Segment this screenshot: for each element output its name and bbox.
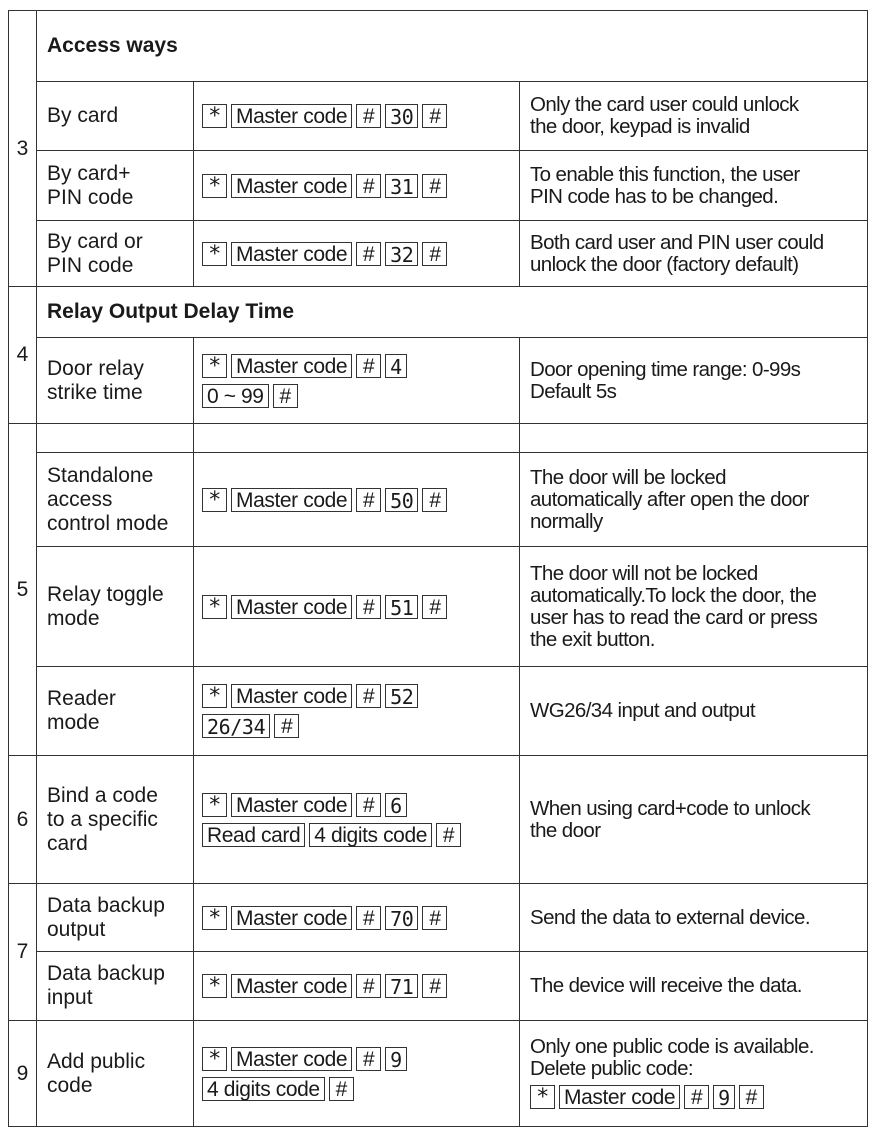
key-row xyxy=(202,1074,519,1104)
text-line: Standalone xyxy=(47,463,154,487)
text-line: control mode xyxy=(47,511,169,535)
key-row xyxy=(202,171,519,201)
text-line: the door xyxy=(530,818,601,842)
text-line: output xyxy=(47,917,106,941)
key-sequence xyxy=(194,424,520,453)
text-line: the exit button. xyxy=(530,627,655,651)
key-sequence xyxy=(194,756,520,884)
hash-key: # xyxy=(329,1077,354,1101)
text-line: card xyxy=(47,831,88,855)
section-heading: Relay Output Delay Time xyxy=(37,287,868,338)
text-line: Relay toggle xyxy=(47,582,164,606)
key-row xyxy=(202,681,519,711)
key-row xyxy=(202,485,519,515)
key-box: 6 xyxy=(385,793,407,817)
text-line: strike time xyxy=(47,380,143,404)
table-row xyxy=(9,884,868,952)
key-box: Read card xyxy=(202,823,305,847)
star-key: * xyxy=(202,242,227,266)
key-row xyxy=(202,592,519,622)
text-line: mode xyxy=(47,711,100,734)
text-line: Reader xyxy=(47,687,116,710)
text-line: Send the data to external device. xyxy=(530,905,810,929)
hash-key: # xyxy=(422,974,447,998)
hash-key: # xyxy=(273,384,298,408)
key-box: Master code xyxy=(231,1047,352,1071)
key-row xyxy=(202,1044,519,1074)
text-line: Only one public code is available. xyxy=(530,1034,814,1058)
key-sequence xyxy=(194,1021,520,1127)
description xyxy=(520,667,868,756)
star-key: * xyxy=(202,354,227,378)
hash-key: # xyxy=(356,174,381,198)
hash-key: # xyxy=(422,174,447,198)
hash-key: # xyxy=(356,354,381,378)
key-sequence xyxy=(194,151,520,221)
key-row xyxy=(202,239,519,269)
function-label xyxy=(37,756,194,884)
text-line: When using card+code to unlock xyxy=(530,796,811,820)
description xyxy=(520,82,868,151)
key-box: 4 xyxy=(385,354,407,378)
section-heading: Access ways xyxy=(37,11,868,82)
programming-table xyxy=(8,10,868,1127)
hash-key: # xyxy=(356,793,381,817)
step-number: 7 xyxy=(9,884,37,1021)
table-row xyxy=(9,151,868,221)
description xyxy=(520,952,868,1021)
key-sequence xyxy=(194,884,520,952)
key-box: Master code xyxy=(231,242,352,266)
key-sequence xyxy=(194,547,520,667)
text-line: automatically.To lock the door, the xyxy=(530,583,817,607)
text-line: The door will not be locked xyxy=(530,561,758,585)
hash-key: # xyxy=(274,714,299,738)
text-line: Door relay xyxy=(47,356,144,380)
text-line: The door will be locked xyxy=(530,465,726,489)
table-row xyxy=(9,453,868,547)
text-line: to a specific xyxy=(47,807,158,831)
function-label xyxy=(37,667,194,756)
description xyxy=(520,1021,868,1127)
table-row xyxy=(9,756,868,884)
star-key: * xyxy=(202,906,227,930)
star-key: * xyxy=(530,1085,555,1109)
text-line: access xyxy=(47,487,113,511)
hash-key: # xyxy=(422,104,447,128)
table-row xyxy=(9,82,868,151)
key-box: 4 digits code xyxy=(202,1077,325,1101)
text-line: Add public xyxy=(47,1049,146,1073)
key-sequence xyxy=(194,338,520,424)
key-row xyxy=(202,351,519,381)
key-box: 32 xyxy=(385,242,418,266)
text-line: WG26/34 input and output xyxy=(530,699,755,722)
function-label xyxy=(37,424,194,453)
step-number: 5 xyxy=(9,424,37,756)
text-line: Both card user and PIN user could xyxy=(530,230,824,254)
table-row xyxy=(9,221,868,287)
hash-key: # xyxy=(356,974,381,998)
key-box: 9 xyxy=(713,1085,735,1109)
table-row xyxy=(9,338,868,424)
step-number: 6 xyxy=(9,756,37,884)
key-box: 9 xyxy=(385,1047,407,1071)
key-box: Master code xyxy=(231,595,352,619)
text-line: automatically after open the door xyxy=(530,487,809,511)
key-box: Master code xyxy=(559,1085,680,1109)
key-row xyxy=(202,711,519,741)
text-line: Default 5s xyxy=(530,379,617,403)
key-box: Master code xyxy=(231,104,352,128)
key-row xyxy=(202,101,519,131)
text-line: PIN code xyxy=(47,185,134,209)
function-label xyxy=(37,952,194,1021)
key-row xyxy=(202,820,519,850)
key-sequence xyxy=(194,82,520,151)
description xyxy=(520,884,868,952)
key-box: 71 xyxy=(385,974,418,998)
key-box: Master code xyxy=(231,488,352,512)
step-number: 4 xyxy=(9,287,37,424)
text-line: input xyxy=(47,986,93,1009)
function-label xyxy=(37,1021,194,1127)
key-box: 70 xyxy=(385,906,418,930)
function-label xyxy=(37,82,194,151)
text-line: unlock the door (factory default) xyxy=(530,252,799,276)
key-row xyxy=(530,1082,867,1112)
key-sequence xyxy=(194,221,520,287)
key-box: Master code xyxy=(231,354,352,378)
hash-key: # xyxy=(356,242,381,266)
hash-key: # xyxy=(356,488,381,512)
function-label xyxy=(37,338,194,424)
text-line: Data backup xyxy=(47,893,165,917)
key-box: Master code xyxy=(231,793,352,817)
text-line: Data backup xyxy=(47,962,165,985)
description xyxy=(520,221,868,287)
hash-key: # xyxy=(739,1085,764,1109)
key-box: Master code xyxy=(231,974,352,998)
key-box: Master code xyxy=(231,684,352,708)
hash-key: # xyxy=(422,595,447,619)
description xyxy=(520,151,868,221)
key-box: 30 xyxy=(385,104,418,128)
description xyxy=(520,424,868,453)
hash-key: # xyxy=(422,242,447,266)
table-row xyxy=(9,1021,868,1127)
hash-key: # xyxy=(422,906,447,930)
key-sequence xyxy=(194,952,520,1021)
key-box: Master code xyxy=(231,906,352,930)
star-key: * xyxy=(202,488,227,512)
key-box: Master code xyxy=(231,174,352,198)
key-box: 51 xyxy=(385,595,418,619)
text-line: By card or xyxy=(47,229,143,253)
key-box: 31 xyxy=(385,174,418,198)
text-line: code xyxy=(47,1073,93,1097)
text-line: mode xyxy=(47,606,100,630)
star-key: * xyxy=(202,974,227,998)
text-line: To enable this function, the user xyxy=(530,162,800,186)
hash-key: # xyxy=(436,823,461,847)
text-line: Bind a code xyxy=(47,783,158,807)
key-row xyxy=(202,903,519,933)
description xyxy=(520,338,868,424)
key-box: 0 ~ 99 xyxy=(202,384,269,408)
key-box: 50 xyxy=(385,488,418,512)
table-row xyxy=(9,424,868,453)
hash-key: # xyxy=(684,1085,709,1109)
description xyxy=(520,453,868,547)
table-row xyxy=(9,287,868,338)
text-line: By card xyxy=(47,104,119,127)
function-label xyxy=(37,453,194,547)
text-line: PIN code has to be changed. xyxy=(530,184,779,208)
key-row xyxy=(202,790,519,820)
function-label xyxy=(37,884,194,952)
star-key: * xyxy=(202,104,227,128)
text-line: The device will receive the data. xyxy=(530,974,802,997)
text-line: Door opening time range: 0-99s xyxy=(530,357,801,381)
step-number: 3 xyxy=(9,11,37,287)
key-box: 26/34 xyxy=(202,714,270,738)
text-line: PIN code xyxy=(47,253,134,277)
star-key: * xyxy=(202,1047,227,1071)
text-line: the door, keypad is invalid xyxy=(530,115,750,138)
key-row xyxy=(202,381,519,411)
hash-key: # xyxy=(356,684,381,708)
hash-key: # xyxy=(356,595,381,619)
table-row xyxy=(9,952,868,1021)
text-line: By card+ xyxy=(47,161,131,185)
star-key: * xyxy=(202,793,227,817)
text-line: user has to read the card or press xyxy=(530,605,818,629)
hash-key: # xyxy=(356,1047,381,1071)
star-key: * xyxy=(202,684,227,708)
text-line: Only the card user could unlock xyxy=(530,93,799,116)
key-row xyxy=(202,971,519,1001)
function-label xyxy=(37,221,194,287)
star-key: * xyxy=(202,174,227,198)
star-key: * xyxy=(202,595,227,619)
description xyxy=(520,547,868,667)
hash-key: # xyxy=(356,104,381,128)
table-row xyxy=(9,11,868,82)
text-line: normally xyxy=(530,509,603,533)
key-sequence xyxy=(194,453,520,547)
key-box: 52 xyxy=(385,684,418,708)
function-label xyxy=(37,151,194,221)
function-label xyxy=(37,547,194,667)
table-row xyxy=(9,547,868,667)
table-row xyxy=(9,667,868,756)
key-sequence xyxy=(194,667,520,756)
description xyxy=(520,756,868,884)
hash-key: # xyxy=(422,488,447,512)
key-box: 4 digits code xyxy=(309,823,432,847)
text-line: Delete public code: xyxy=(530,1056,693,1080)
step-number: 9 xyxy=(9,1021,37,1127)
hash-key: # xyxy=(356,906,381,930)
